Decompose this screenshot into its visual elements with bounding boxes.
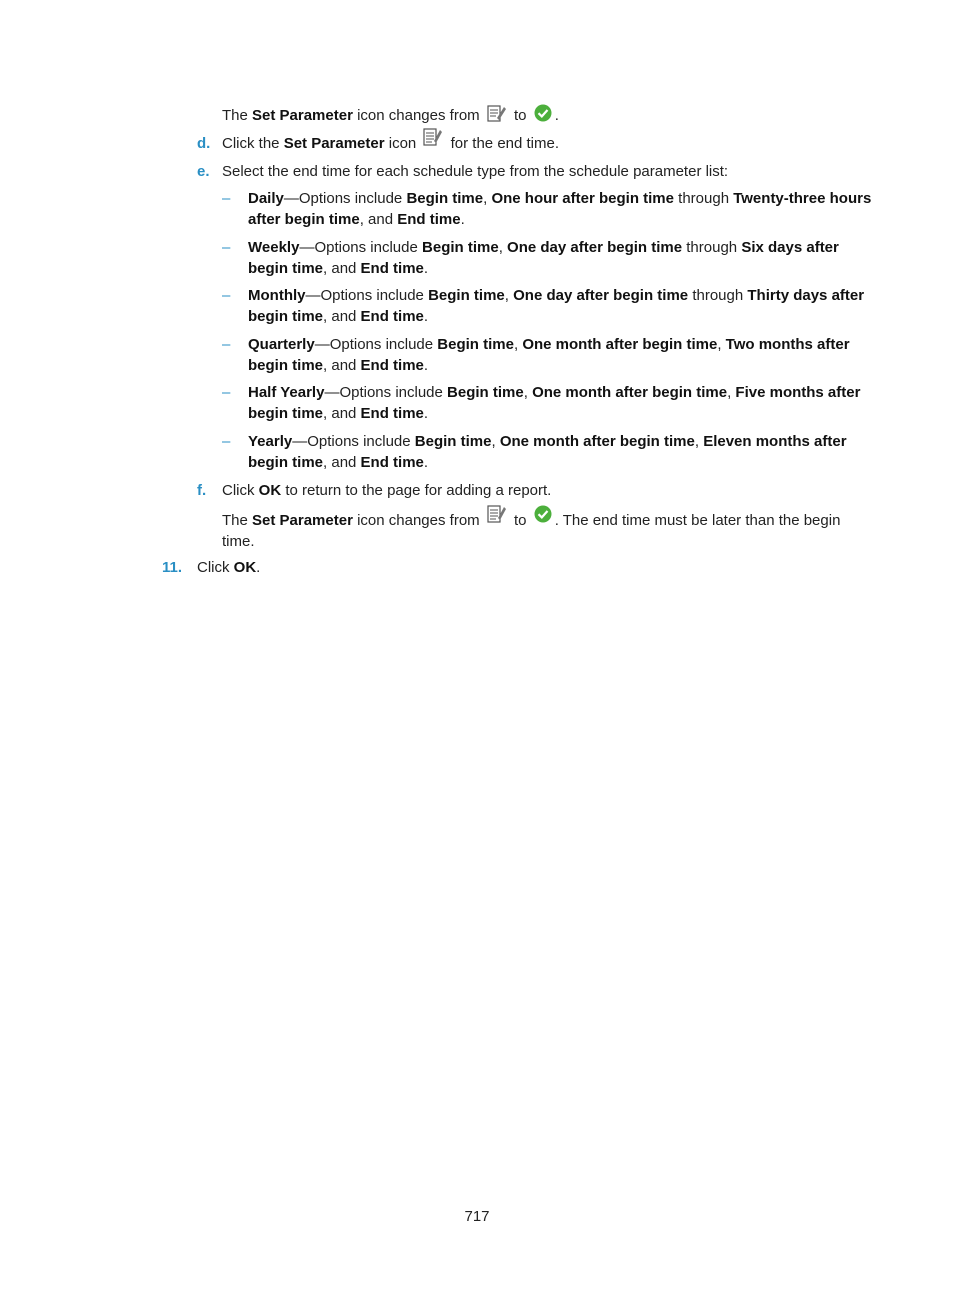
text: —Options include (314, 336, 438, 353)
list-item-line (248, 238, 839, 258)
text: —Options include (324, 384, 448, 401)
list-item-line (248, 307, 428, 327)
list-item-line (248, 189, 871, 209)
text: . (423, 308, 429, 325)
bold-text: Begin time (437, 336, 514, 353)
text: . (423, 357, 429, 374)
text: , (504, 287, 514, 304)
text: Click (222, 482, 259, 499)
text: to (509, 512, 531, 529)
bold-text: Begin time (406, 190, 484, 207)
text: , and (323, 454, 361, 471)
step-marker-e: e. (197, 163, 210, 180)
bold-text: Set Parameter (283, 135, 385, 152)
bold-text: End time (360, 454, 424, 471)
step-marker-f: f. (197, 482, 207, 499)
text: —Options include (299, 239, 423, 256)
bold-text: Quarterly (248, 336, 315, 353)
text: . The end time must be later than the begin (554, 512, 841, 529)
bold-text: Begin time (414, 433, 492, 450)
text: Click the (222, 135, 284, 152)
bold-text: Daily (248, 190, 284, 207)
check-icon (534, 104, 552, 128)
bold-text: Begin time (422, 239, 499, 256)
bullet-dash: – (222, 239, 231, 256)
step-marker-d: d. (197, 135, 211, 152)
text: —Options include (292, 433, 415, 450)
intro-line (222, 104, 559, 128)
bold-text: End time (360, 260, 424, 277)
list-item-line (248, 356, 428, 376)
bold-text: Two months after (725, 336, 850, 353)
step-e-text: Select the end time for each schedule type from the schedule parameter list: (222, 163, 729, 180)
text: through (674, 190, 734, 207)
list-item-line (248, 286, 864, 306)
text: , (513, 336, 523, 353)
bold-text: after begin time (248, 211, 360, 228)
text: . (256, 559, 261, 576)
step-f-text (222, 481, 551, 501)
edit-parameter-icon (487, 504, 507, 530)
note-f-line2: time. (222, 533, 255, 550)
bold-text: Six days after (741, 239, 839, 256)
text: , (491, 433, 500, 450)
bold-text: One day after begin time (507, 239, 683, 256)
text: to (509, 106, 531, 124)
text: through (682, 239, 742, 256)
edit-parameter-icon (487, 104, 507, 128)
bullet-dash: – (222, 336, 231, 353)
bold-text: End time (397, 211, 461, 228)
bold-text: One month after begin time (532, 384, 728, 401)
text: . (423, 405, 429, 422)
bold-text: Begin time (447, 384, 524, 401)
step-marker-11: 11. (162, 559, 183, 576)
step-d-text (222, 134, 559, 154)
text: , (498, 239, 508, 256)
text: to return to the page for adding a report. (281, 482, 552, 499)
list-item-line (248, 259, 428, 279)
text: The (222, 512, 253, 529)
page-number: 717 (464, 1208, 490, 1225)
bold-text: Begin time (428, 287, 505, 304)
text: , and (323, 357, 361, 374)
bold-text: End time (360, 308, 424, 325)
text: , (694, 433, 704, 450)
text: . (460, 211, 465, 228)
text: icon changes from (352, 512, 484, 529)
list-item-line (248, 210, 465, 230)
bold-text: Twenty-three hours (733, 190, 872, 207)
text: , (727, 384, 736, 401)
bullet-dash: – (222, 287, 231, 304)
bold-text: Weekly (248, 239, 300, 256)
bold-text: One day after begin time (513, 287, 689, 304)
bold-text: begin time (248, 308, 324, 325)
bold-text: One hour after begin time (491, 190, 674, 207)
bullet-dash: – (222, 190, 231, 207)
bold-text: Monthly (248, 287, 306, 304)
edit-parameter-icon (423, 127, 443, 153)
bold-text: One month after begin time (499, 433, 695, 450)
text: icon changes from (352, 106, 484, 124)
bold-text: Thirty days after (747, 287, 865, 304)
list-item-line (248, 383, 860, 403)
bold-text: Set Parameter (252, 512, 353, 529)
text: The (222, 106, 253, 124)
list-item-line (248, 453, 428, 473)
bold-text: OK (258, 482, 282, 499)
text: —Options include (283, 190, 407, 207)
text: icon (384, 135, 421, 152)
bullet-dash: – (222, 433, 231, 450)
bold-text: End time (360, 357, 424, 374)
bold-text: begin time (248, 357, 324, 374)
bold-text: End time (360, 405, 424, 422)
bold-text: begin time (248, 405, 324, 422)
check-icon (534, 505, 552, 529)
bold-text: Five months after (735, 384, 861, 401)
text: for the end time. (446, 135, 560, 152)
note-f-line1 (222, 511, 840, 531)
bold-text: begin time (248, 260, 324, 277)
text: . (423, 260, 429, 277)
text: , and (323, 260, 361, 277)
bold-text: Eleven months after (703, 433, 847, 450)
bold-text: Set Parameter (252, 106, 353, 124)
bold-text: One month after begin time (522, 336, 718, 353)
bold-text: OK (233, 559, 257, 576)
list-item-line (248, 432, 847, 452)
list-item-line (248, 404, 428, 424)
bold-text: Half Yearly (248, 384, 325, 401)
text: , (523, 384, 533, 401)
text: . (423, 454, 429, 471)
text: through (688, 287, 748, 304)
bold-text: begin time (248, 454, 324, 471)
step-11-text (197, 558, 260, 578)
text: , and (323, 405, 361, 422)
text: , (717, 336, 726, 353)
text: —Options include (305, 287, 429, 304)
text: , (483, 190, 492, 207)
text: Click (197, 559, 234, 576)
text: , and (359, 211, 398, 228)
text: , and (323, 308, 361, 325)
list-item-line (248, 335, 850, 355)
bullet-dash: – (222, 384, 231, 401)
bold-text: Yearly (248, 433, 293, 450)
text: . (554, 106, 559, 124)
